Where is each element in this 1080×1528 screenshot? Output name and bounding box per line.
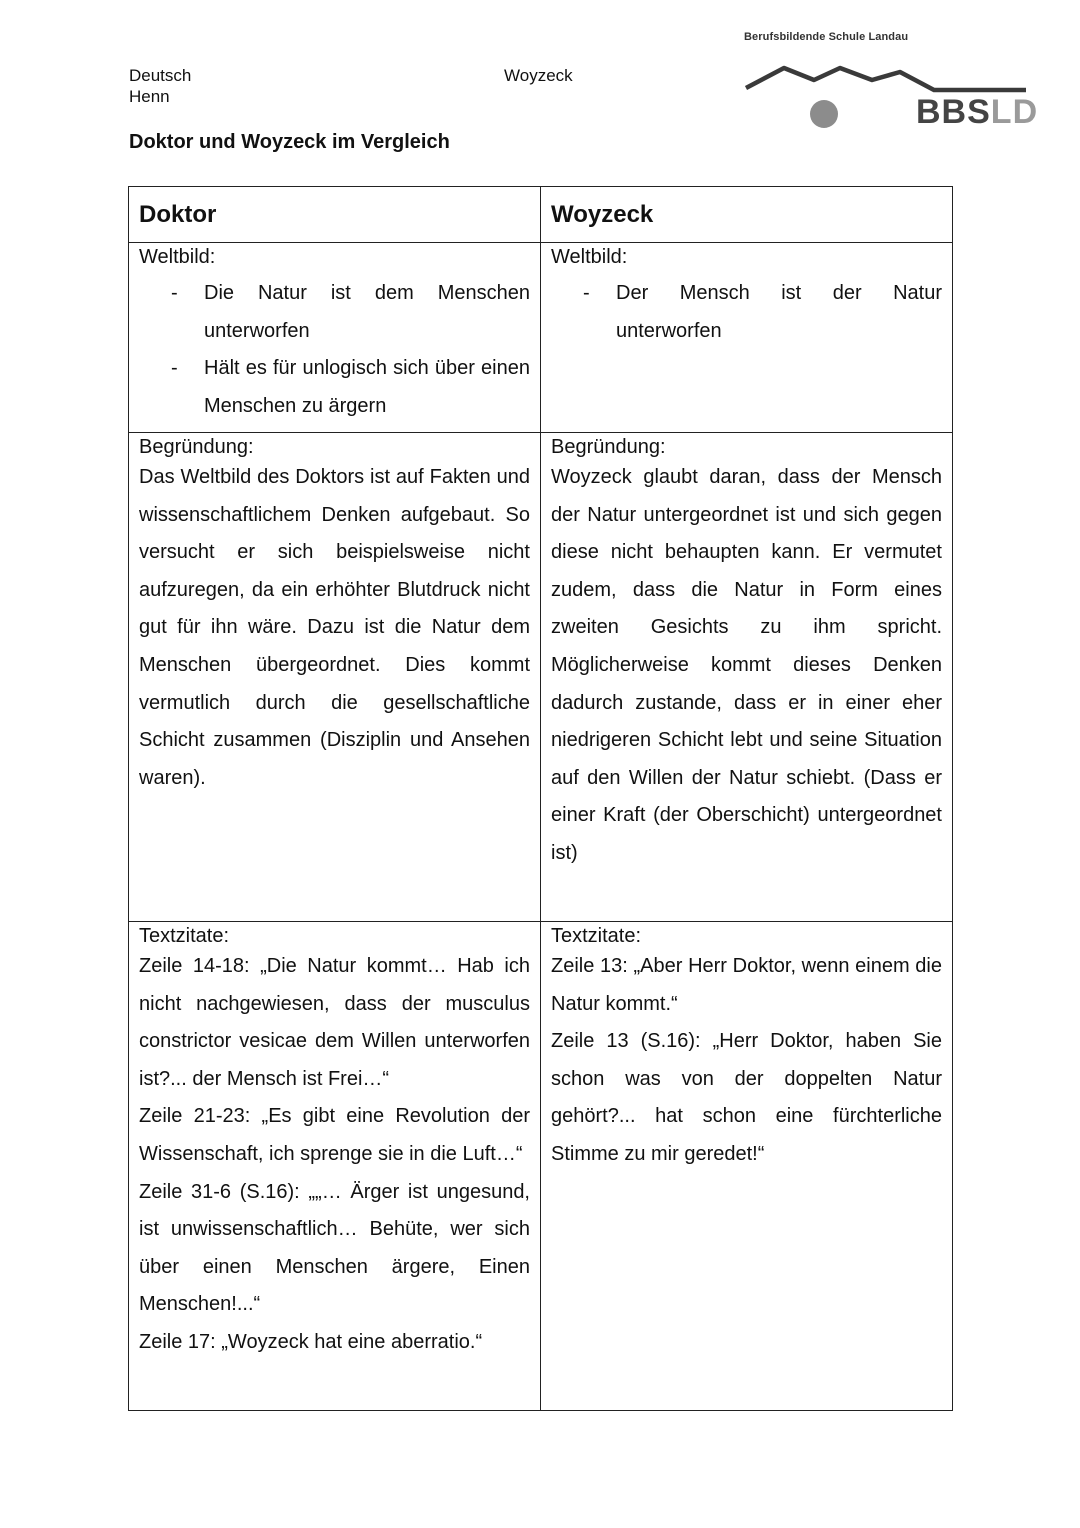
column-header-doktor: Doktor	[129, 187, 541, 243]
quote-text: Zeile 14-18: „Die Natur kommt… Hab ich nicht nachgewiesen, dass der musculus constrictor vesicae dem Willen unterworfen ist?... der Mensch ist Frei…“	[139, 955, 530, 1090]
woyzeck-begruendung-cell	[541, 433, 953, 922]
zitate-label: Textzitate:	[551, 925, 642, 947]
table-row-weltbild	[129, 243, 953, 433]
doktor-zitate-cell	[129, 922, 541, 1411]
quote-text: Zeile 31-6 (S.16): „„… Ärger ist ungesund, ist unwissenschaftlich… Behüte, wer sich über einen Menschen ärgere, Einen Menschen!...“	[139, 1180, 530, 1316]
begruendung-label: Begründung:	[551, 436, 666, 458]
quote-text: Zeile 21-23: „Es gibt eine Revolution der Wissenschaft, ich sprenge sie in die Luft…“	[139, 1105, 530, 1165]
school-logo-text	[916, 92, 1038, 132]
begruendung-label: Begründung:	[139, 436, 254, 458]
quote-text: Zeile 17: „Woyzeck hat eine aberratio.“	[139, 1330, 483, 1353]
school-name: Berufsbildende Schule Landau	[744, 31, 909, 43]
quote-text: Zeile 13: „Aber Herr Doktor, wenn einem die Natur kommt.“	[551, 955, 942, 1015]
comparison-table	[128, 186, 953, 1411]
doktor-weltbild-cell	[129, 243, 541, 433]
table-row-begruendung	[129, 433, 953, 922]
column-header-woyzeck: Woyzeck	[541, 187, 953, 243]
woyzeck-weltbild-list	[551, 275, 942, 350]
list-item-text: Die Natur ist dem Menschen unterworfen	[204, 282, 530, 342]
doktor-weltbild-list	[139, 275, 530, 425]
table-header-row	[129, 187, 953, 243]
doktor-begruendung-cell	[129, 433, 541, 922]
logo-text-ld: LD	[990, 93, 1039, 131]
list-item: - Der Mensch ist der Natur unterworfen	[583, 282, 942, 342]
table-row-zitate	[129, 922, 953, 1411]
woyzeck-zitate-cell	[541, 922, 953, 1411]
woyzeck-begruendung-text: Woyzeck glaubt daran, dass der Mensch der Natur untergeordnet ist und sich gegen diese nicht behaupten kann. Er vermutet zudem, dass die Natur in Form eines zweiten Gesichts zu ihm spricht. Möglicherweise kommt dieses Denken dadurch zustande, dass er in einer eher niedrigeren Schicht lebt und seine Situation auf den Willen der Natur schiebt. (Dass er einer Kraft (der Oberschicht) untergeordnet ist)	[551, 466, 942, 864]
quote-text: Zeile 13 (S.16): „Herr Doktor, haben Sie schon was von der doppelten Natur gehört?... hat schon eine fürchterliche Stimme zu mir geredet!“	[551, 1030, 942, 1165]
list-item: - Hält es für unlogisch sich über einen Menschen zu ärgern	[171, 357, 530, 417]
teacher-label: Henn	[129, 87, 170, 106]
list-item: - Die Natur ist dem Menschen unterworfen	[171, 282, 530, 342]
doktor-begruendung-text: Das Weltbild des Doktors ist auf Fakten und wissenschaftlichem Denken aufgebaut. So versucht er sich beispielsweise nicht aufzuregen, da ein erhöhter Blutdruck nicht gut für ihn wäre. Dazu ist die Natur dem Menschen übergeordnet. Dies kommt vermutlich durch die gesellschaftliche Schicht zusammen (Disziplin und Ansehen waren).	[139, 466, 530, 789]
list-item-text: Hält es für unlogisch sich über einen Menschen zu ärgern	[204, 357, 530, 417]
zitate-label: Textzitate:	[139, 925, 230, 947]
work-title: Woyzeck	[504, 66, 573, 85]
document-title: Doktor und Woyzeck im Vergleich	[129, 131, 450, 153]
list-item-text: Der Mensch ist der Natur unterworfen	[616, 282, 942, 342]
logo-text-bbs: BBS	[916, 93, 991, 131]
weltbild-label: Weltbild:	[139, 246, 216, 268]
woyzeck-weltbild-cell	[541, 243, 953, 433]
weltbild-label: Weltbild:	[551, 246, 628, 268]
header-left	[129, 65, 191, 107]
subject-label: Deutsch	[129, 66, 192, 85]
